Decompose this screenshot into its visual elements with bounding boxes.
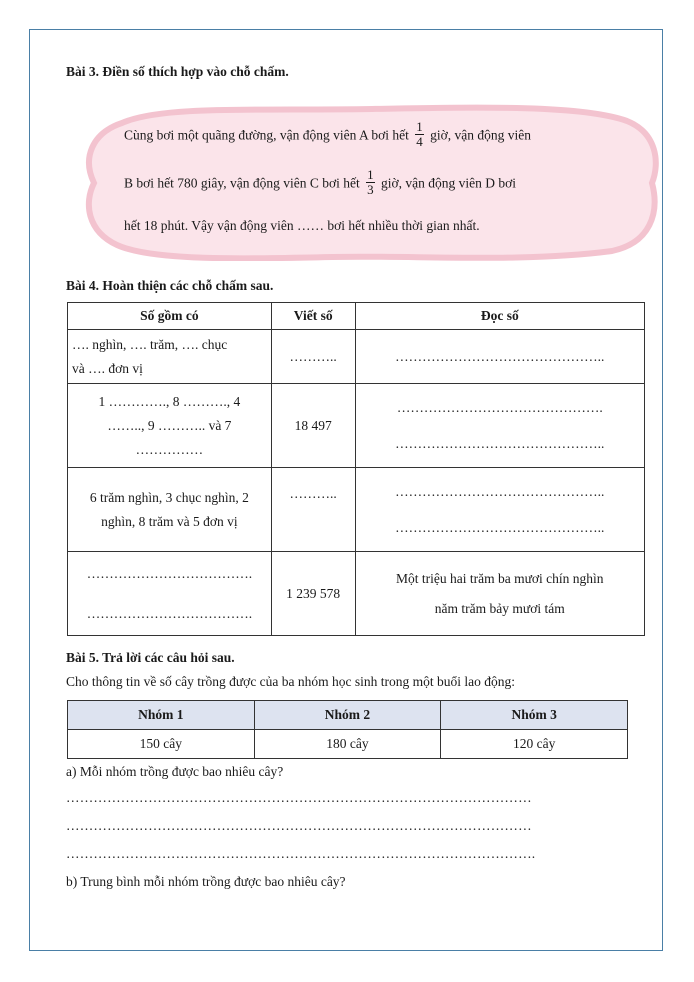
frac1-denominator: 4 <box>416 134 423 149</box>
cell-line: và …. đơn vị <box>72 360 143 376</box>
cell-line: ………………………………. <box>86 565 253 581</box>
cell-line: …. nghìn, …. trăm, …. chục <box>72 336 228 352</box>
cell-line: …………… <box>135 441 204 457</box>
bai3-line-2-b: giờ, vận động viên D bơi <box>381 175 517 191</box>
cell-line: ………………………………………. <box>396 399 603 415</box>
cell-reading <box>355 552 644 636</box>
bai3-title: Bài 3. Điền số thích hợp vào chỗ chấm. <box>66 64 289 79</box>
answer-line-1[interactable]: ………………………………………………………………………………………… <box>66 790 532 805</box>
table-row <box>68 730 628 759</box>
cell-line: 1 …………., 8 ………., 4 <box>98 393 241 409</box>
table-row <box>68 330 645 384</box>
bai5-title: Bài 5. Trả lời các câu hỏi sau. <box>66 650 235 665</box>
frac2-denominator: 3 <box>367 182 374 197</box>
bai5-intro: Cho thông tin về số cây trồng được của ba nhóm học sinh trong một buổi lao động: <box>66 674 516 689</box>
table-row <box>68 384 645 468</box>
bai3-line-3: hết 18 phút. Vậy vận động viên …… bơi hết nhiều thời gian nhất. <box>124 218 480 233</box>
cell-reading[interactable] <box>355 468 644 552</box>
table-row <box>68 552 645 636</box>
header-viet-so: Viết số <box>271 303 355 330</box>
cell-number[interactable]: ……….. <box>271 330 355 384</box>
cell-line: năm trăm bảy mươi tám <box>434 600 565 616</box>
header-nhom-2: Nhóm 2 <box>254 701 441 730</box>
fraction-1-3 <box>366 168 375 197</box>
cell-line: ……………………………………….. <box>395 435 605 451</box>
value-nhom-3: 120 cây <box>441 730 628 759</box>
bai3-line-2 <box>124 167 517 199</box>
frac1-numerator: 1 <box>416 119 423 134</box>
question-b: b) Trung bình mỗi nhóm trồng được bao nhiêu cây? <box>66 874 346 889</box>
cell-line: …….., 9 ……….. và 7 <box>107 417 232 433</box>
table-header-row <box>68 303 645 330</box>
cell-number[interactable]: ……….. <box>271 468 355 552</box>
answer-line-3[interactable]: …………………………………………………………………………………………. <box>66 846 536 861</box>
cell-composition <box>68 330 272 384</box>
cell-number: 1 239 578 <box>271 552 355 636</box>
question-a: a) Mỗi nhóm trồng được bao nhiêu cây? <box>66 764 284 779</box>
cell-composition <box>68 468 272 552</box>
fraction-1-4 <box>415 120 424 149</box>
header-nhom-3: Nhóm 3 <box>441 701 628 730</box>
bai3-line-2-a: B bơi hết 780 giây, vận động viên C bơi hết <box>124 175 360 191</box>
bai5-table <box>67 700 628 759</box>
cell-composition[interactable] <box>68 552 272 636</box>
header-nhom-1: Nhóm 1 <box>68 701 255 730</box>
bai3-line-1-a: Cùng bơi một quãng đường, vận động viên A bơi hết <box>124 127 409 143</box>
bai3-line-1-b: giờ, vận động viên <box>430 127 531 143</box>
table-row <box>68 468 645 552</box>
cell-reading[interactable] <box>355 384 644 468</box>
cell-line: ………………………………. <box>86 605 253 621</box>
bai3-line-1 <box>124 119 531 151</box>
cell-composition <box>68 384 272 468</box>
cell-line: ……………………………………….. <box>395 483 605 499</box>
cell-line: 6 trăm nghìn, 3 chục nghìn, 2 <box>89 489 249 505</box>
cell-number: 18 497 <box>271 384 355 468</box>
value-nhom-1: 150 cây <box>68 730 255 759</box>
cell-line: Một triệu hai trăm ba mươi chín nghìn <box>396 570 604 586</box>
table-header-row <box>68 701 628 730</box>
answer-line-2[interactable]: ………………………………………………………………………………………… <box>66 818 532 833</box>
bai4-table <box>67 302 645 636</box>
header-doc-so: Đọc số <box>355 303 644 330</box>
value-nhom-2: 180 cây <box>254 730 441 759</box>
bai4-title: Bài 4. Hoàn thiện các chỗ chấm sau. <box>66 278 274 293</box>
frac2-numerator: 1 <box>367 167 374 182</box>
cell-line: ……………………………………….. <box>395 519 605 535</box>
header-so-gom-co: Số gồm có <box>68 303 272 330</box>
cell-line: nghìn, 8 trăm và 5 đơn vị <box>101 513 238 529</box>
cell-reading[interactable]: ……………………………………….. <box>355 330 644 384</box>
